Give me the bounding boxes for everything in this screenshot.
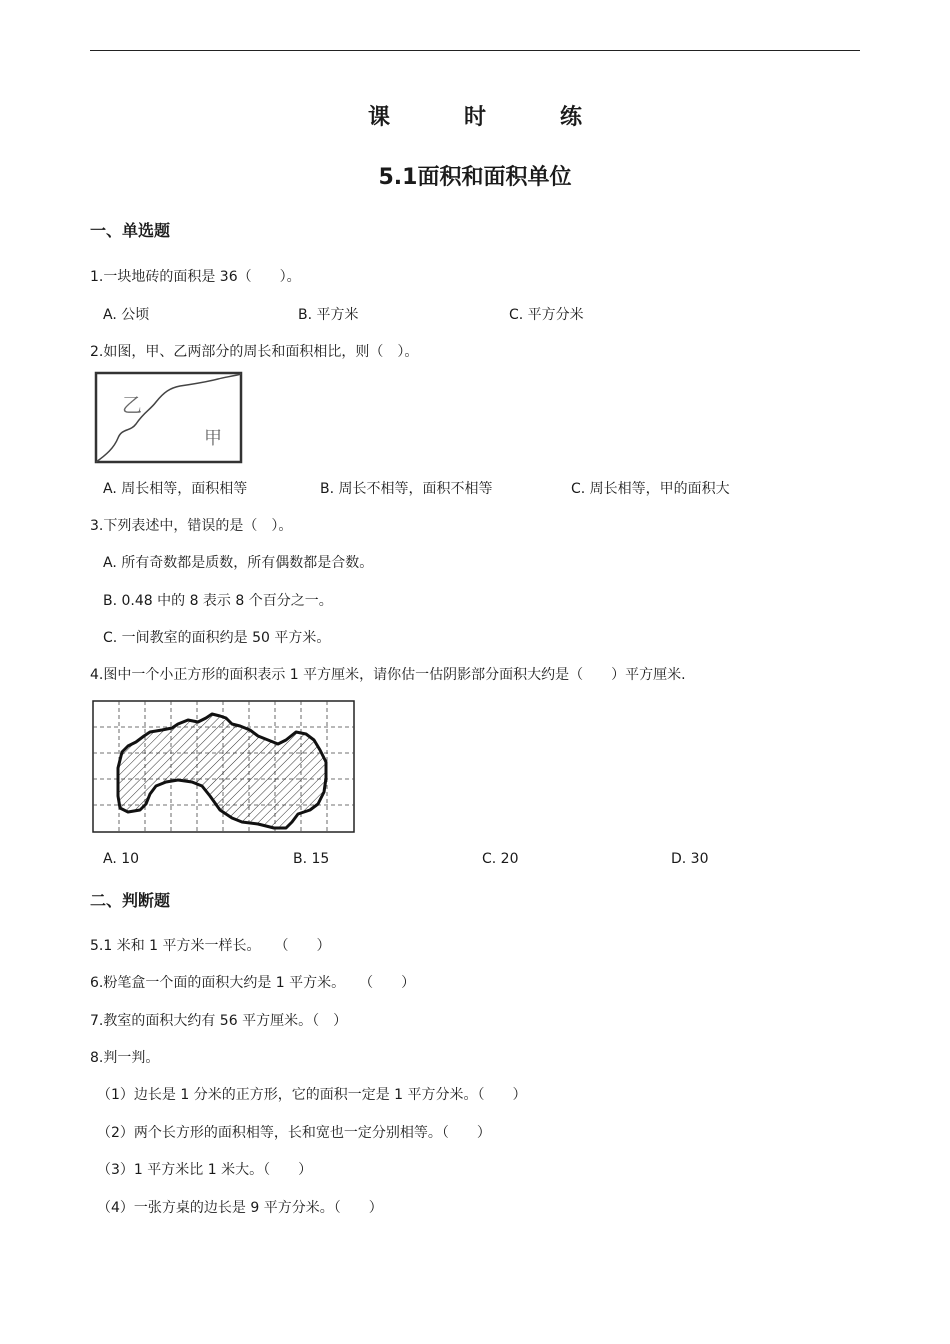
question-1-stem: 1.一块地砖的面积是 36（ ）。 <box>90 269 301 285</box>
figure-label-yi: 乙 <box>122 393 142 417</box>
question-8-item-4: （4）一张方桌的边长是 9 平方分米。（ ） <box>97 1200 383 1216</box>
question-4-stem: 4.图中一个小正方形的面积表示 1 平方厘米，请你估一估阴影部分面积大约是（ ）平方厘米. <box>90 667 686 683</box>
question-3-option-b[interactable]: B. 0.48 中的 8 表示 8 个百分之一。 <box>103 593 333 609</box>
question-8-item-1: （1）边长是 1 分米的正方形，它的面积一定是 1 平方分米。（ ） <box>97 1087 527 1103</box>
question-2-stem: 2.如图，甲、乙两部分的周长和面积相比，则（ ）。 <box>90 344 419 360</box>
question-1-option-b[interactable]: B. 平方米 <box>298 307 359 323</box>
question-3-option-c[interactable]: C. 一间教室的面积约是 50 平方米。 <box>103 630 331 646</box>
question-3-stem: 3.下列表述中，错误的是（ ）。 <box>90 518 293 534</box>
question-2-option-c[interactable]: C. 周长相等，甲的面积大 <box>571 481 730 497</box>
question-4-option-a[interactable]: A. 10 <box>103 851 140 867</box>
question-6: 6.粉笔盒一个面的面积大约是 1 平方米。 （ ） <box>90 975 416 991</box>
question-4-grid-figure <box>92 700 356 834</box>
page-title: 课 时 练 <box>367 105 608 130</box>
question-1-option-c[interactable]: C. 平方分米 <box>509 307 584 323</box>
question-1-option-a[interactable]: A. 公顷 <box>103 307 150 323</box>
question-4-option-c[interactable]: C. 20 <box>482 851 519 867</box>
question-8-item-2: （2）两个长方形的面积相等，长和宽也一定分别相等。（ ） <box>97 1125 491 1141</box>
question-8-stem: 8.判一判。 <box>90 1050 160 1066</box>
question-2-option-a[interactable]: A. 周长相等，面积相等 <box>103 481 248 497</box>
question-4-option-d[interactable]: D. 30 <box>671 851 709 867</box>
page-subtitle: 5.1面积和面积单位 <box>378 165 572 190</box>
question-3-option-a[interactable]: A. 所有奇数都是质数，所有偶数都是合数。 <box>103 555 374 571</box>
question-5: 5.1 米和 1 平方米一样长。 （ ） <box>90 938 331 954</box>
section-heading-single-choice: 一、单选题 <box>90 221 171 240</box>
section-heading-true-false: 二、判断题 <box>90 891 171 910</box>
question-8-item-3: （3）1 平方米比 1 米大。（ ） <box>97 1162 313 1178</box>
question-7: 7.教室的面积大约有 56 平方厘米。（ ） <box>90 1013 348 1029</box>
question-2-figure <box>94 370 244 466</box>
question-2-option-b[interactable]: B. 周长不相等，面积不相等 <box>320 481 493 497</box>
question-4-option-b[interactable]: B. 15 <box>293 851 330 867</box>
figure-label-jia: 甲 <box>204 428 222 449</box>
header-rule <box>90 50 860 51</box>
